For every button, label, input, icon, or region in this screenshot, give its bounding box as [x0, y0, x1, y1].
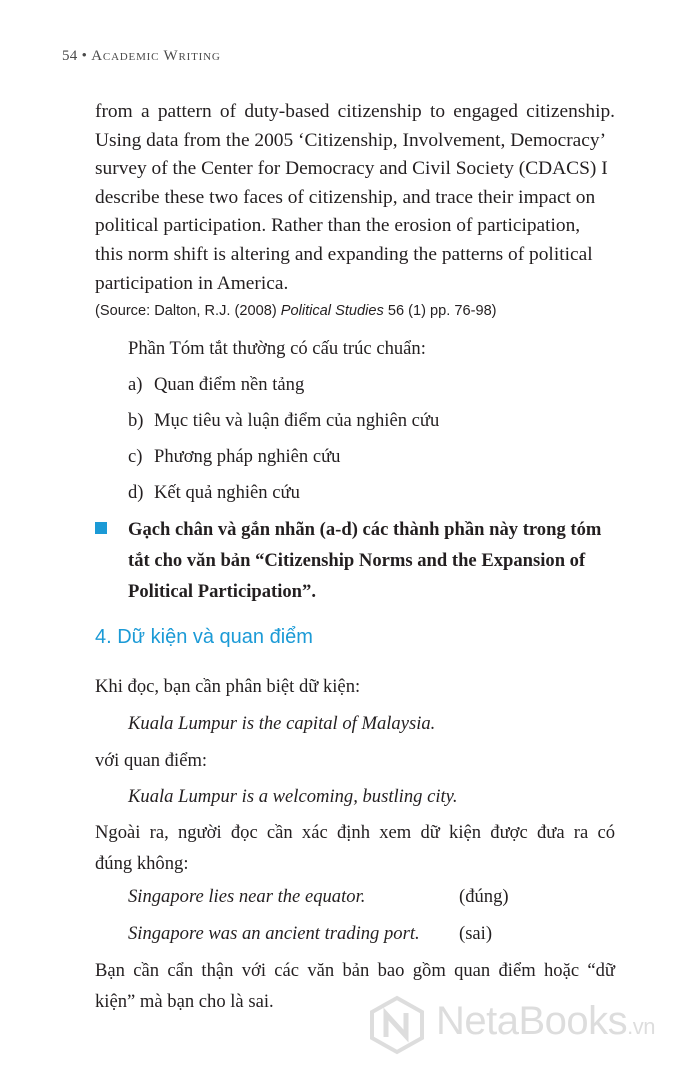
- list-item: [128, 410, 439, 432]
- list-text: Quan điểm nền tảng: [154, 374, 305, 395]
- running-title: Academic Writing: [91, 48, 221, 64]
- check-example-sentence: Singapore was an ancient trading port.: [128, 923, 420, 944]
- warning-line: kiện” mà bạn cho là sai.: [95, 991, 274, 1012]
- running-header: [62, 48, 221, 65]
- check-example-judgement: (sai): [459, 923, 493, 944]
- list-text: Mục tiêu và luận điểm của nghiên cứu: [154, 410, 440, 431]
- task-instruction: [128, 514, 618, 607]
- list-item: [128, 374, 304, 396]
- watermark-tld: .vn: [627, 1014, 656, 1039]
- paragraph-line: survey of the Center for Democracy and Civil Society (CDACS) I: [95, 158, 608, 180]
- list-item: [128, 482, 300, 504]
- header-separator: •: [81, 48, 88, 64]
- task-line: Political Participation”.: [128, 581, 316, 602]
- list-text: Kết quả nghiên cứu: [154, 482, 300, 503]
- paragraph-line: this norm shift is altering and expanding the patterns of political: [95, 243, 593, 265]
- watermark-brand: NetaBooks: [436, 999, 628, 1043]
- task-square-icon: [95, 522, 107, 534]
- list-item: [128, 446, 340, 468]
- task-line: Gạch chân và gắn nhãn (a-d) các thành phần này trong tóm: [128, 519, 602, 540]
- paragraph-line: Using data from the 2005 ‘Citizenship, Involvement, Democracy’: [95, 129, 607, 151]
- list-marker: a): [128, 374, 143, 395]
- watermark: [366, 995, 696, 1055]
- abstract-paragraph: [95, 98, 615, 298]
- warning-line: Bạn cần cẩn thận với các văn bản bao gồm quan điểm hoặc “dữ: [95, 960, 615, 981]
- paragraph-line: political participation. Rather than the erosion of participation,: [95, 215, 581, 237]
- page-number: 54: [62, 48, 78, 64]
- opinion-intro: với quan điểm:: [95, 750, 208, 771]
- opinion-example: Kuala Lumpur is a welcoming, bustling city.: [128, 786, 458, 807]
- netabooks-logo-icon: [366, 995, 428, 1055]
- source-journal: Political Studies: [280, 303, 384, 319]
- check-example-sentence: Singapore lies near the equator.: [128, 886, 366, 907]
- list-marker: b): [128, 410, 144, 431]
- check-paragraph: [95, 817, 615, 879]
- list-marker: d): [128, 482, 144, 503]
- watermark-text: [436, 999, 655, 1044]
- structure-intro: Phần Tóm tắt thường có cấu trúc chuẩn:: [128, 338, 426, 359]
- source-suffix: 56 (1) pp. 76-98): [383, 303, 497, 319]
- list-marker: c): [128, 446, 143, 467]
- section-heading: 4. Dữ kiện và quan điểm: [95, 626, 313, 648]
- paragraph-line: from a pattern of duty-based citizenship to engaged citizenship.: [95, 101, 615, 122]
- fact-intro: Khi đọc, bạn cần phân biệt dữ kiện:: [95, 676, 361, 697]
- fact-example: Kuala Lumpur is the capital of Malaysia.: [128, 713, 436, 734]
- list-text: Phương pháp nghiên cứu: [154, 446, 341, 467]
- check-example-judgement: (đúng): [459, 886, 509, 907]
- source-prefix: (Source: Dalton, R.J. (2008): [95, 303, 281, 319]
- source-citation: [95, 303, 497, 319]
- paragraph-line: describe these two faces of citizenship, and trace their impact on: [95, 186, 596, 208]
- check-line: đúng không:: [95, 853, 189, 874]
- paragraph-line: participation in America.: [95, 272, 289, 294]
- task-line: tắt cho văn bản “Citizenship Norms and the Expansion of: [128, 550, 586, 571]
- check-line: Ngoài ra, người đọc cần xác định xem dữ kiện được đưa ra có: [95, 822, 615, 843]
